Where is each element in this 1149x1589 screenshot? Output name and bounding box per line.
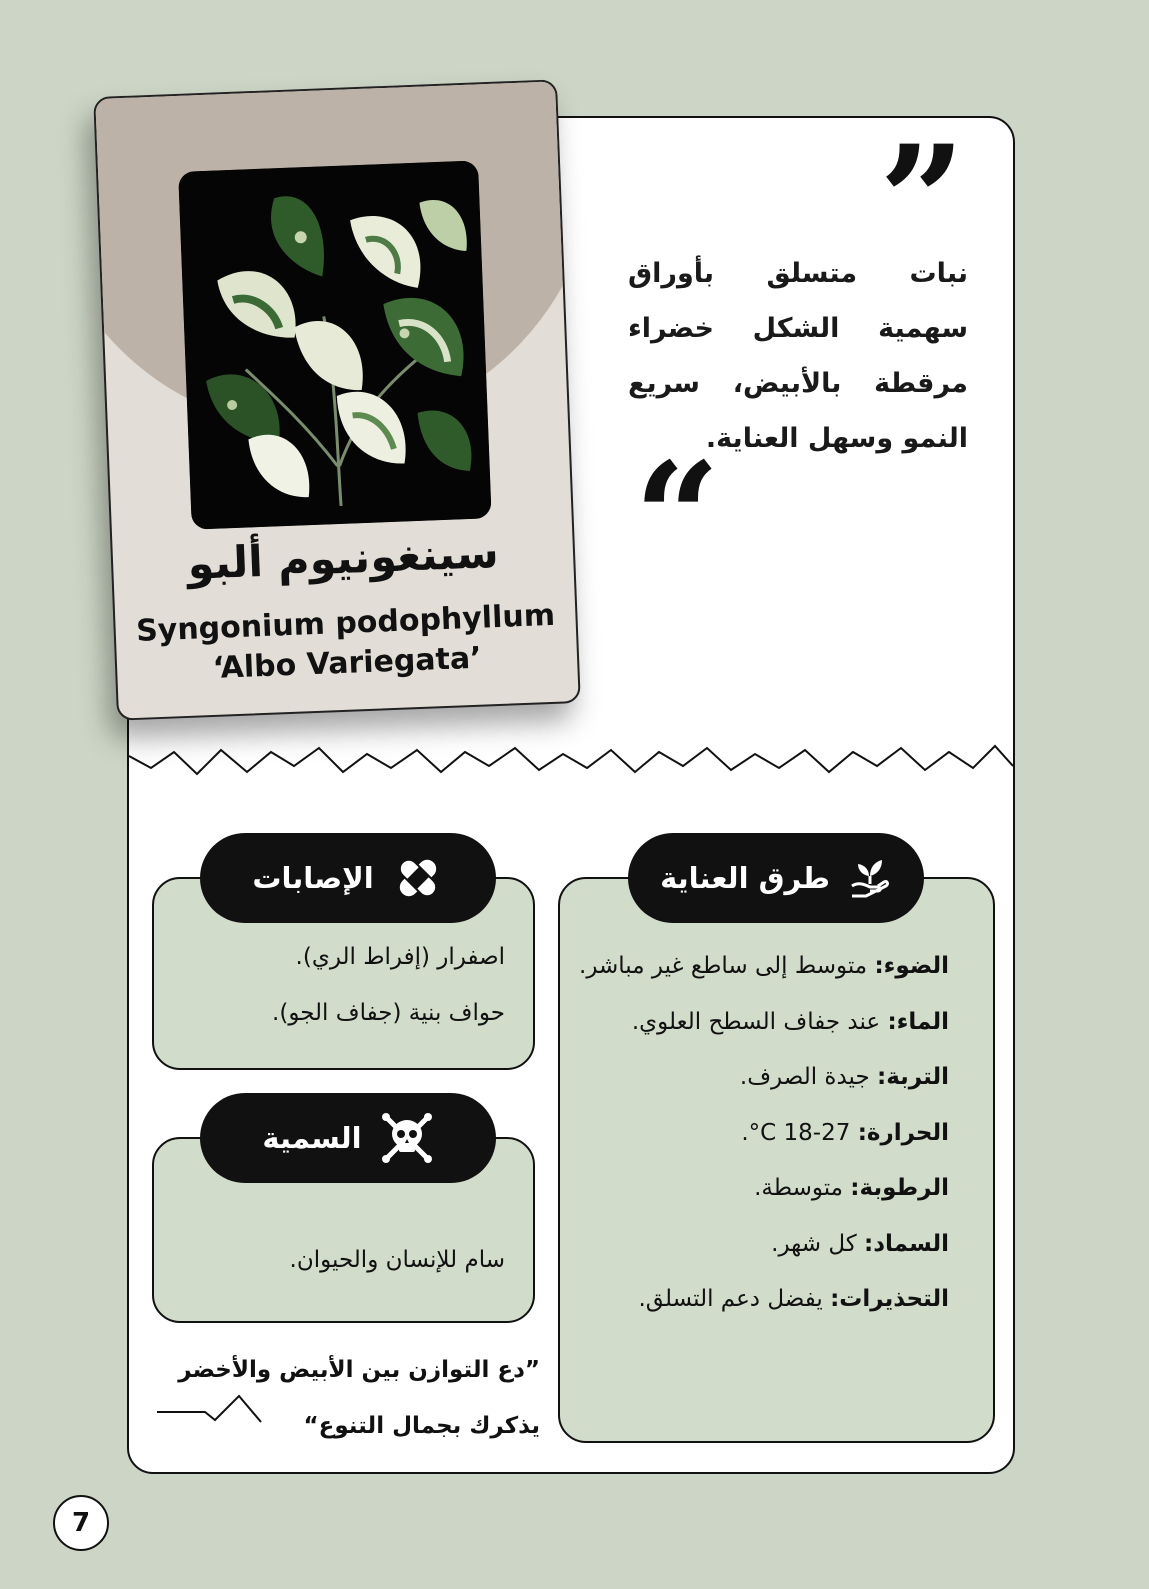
hand-plant-icon xyxy=(848,856,892,900)
care-item-fertilizer: السماد: كل شهر. xyxy=(771,1230,949,1257)
toxicity-header xyxy=(200,1093,496,1183)
plant-card xyxy=(93,79,581,720)
opening-quote-icon: “ xyxy=(634,430,721,606)
care-section xyxy=(558,877,995,1443)
care-item-temperature: الحرارة: 27-18 C°. xyxy=(741,1119,949,1146)
closing-quote-icon: ” xyxy=(879,113,966,289)
care-list xyxy=(549,939,949,1328)
injury-item: اصفرار (إفراط الري). xyxy=(295,944,505,970)
footer-quote-line1: ”دع التوازن بين الأبيض والأخضر xyxy=(178,1357,540,1383)
plant-name-latin-line2: ‘Albo Variegata’ xyxy=(212,640,483,686)
injuries-title: الإصابات xyxy=(252,861,374,895)
plant-photo xyxy=(178,160,492,529)
care-item-humidity: الرطوبة: متوسطة. xyxy=(754,1175,949,1201)
torn-edge-divider xyxy=(129,738,1013,788)
plant-name-arabic: سينغونيوم ألبو xyxy=(186,527,500,590)
page-number: 7 xyxy=(53,1495,109,1551)
injuries-list xyxy=(272,929,505,1041)
care-header xyxy=(628,833,924,923)
care-title: طرق العناية xyxy=(660,861,830,895)
injuries-header xyxy=(200,833,496,923)
toxicity-text: سام للإنسان والحيوان. xyxy=(289,1247,505,1273)
care-item-warnings: التحذيرات: يفضل دعم التسلق. xyxy=(638,1286,949,1312)
injury-item: حواف بنية (جفاف الجو). xyxy=(272,1000,505,1026)
decorative-squiggle xyxy=(157,1394,267,1424)
care-item-light: الضوء: متوسط إلى ساطع غير مباشر. xyxy=(579,953,949,979)
plant-name-latin xyxy=(115,595,578,693)
toxicity-title: السمية xyxy=(262,1121,362,1155)
bandage-icon xyxy=(392,852,444,904)
care-item-soil: التربة: جيدة الصرف. xyxy=(739,1064,949,1090)
footer-quote-line2: يذكرك بجمال التنوع“ xyxy=(303,1413,540,1439)
care-item-water: الماء: عند جفاف السطح العلوي. xyxy=(631,1008,949,1035)
skull-crossbones-icon xyxy=(380,1111,434,1165)
plant-name-latin-line1: Syngonium podophyllum xyxy=(135,597,556,649)
plant-description: نبات متسلق بأوراق سهمية الشكل خضراء مرقطة بالأبيض، سريع النمو وسهل العناية. xyxy=(628,258,968,454)
